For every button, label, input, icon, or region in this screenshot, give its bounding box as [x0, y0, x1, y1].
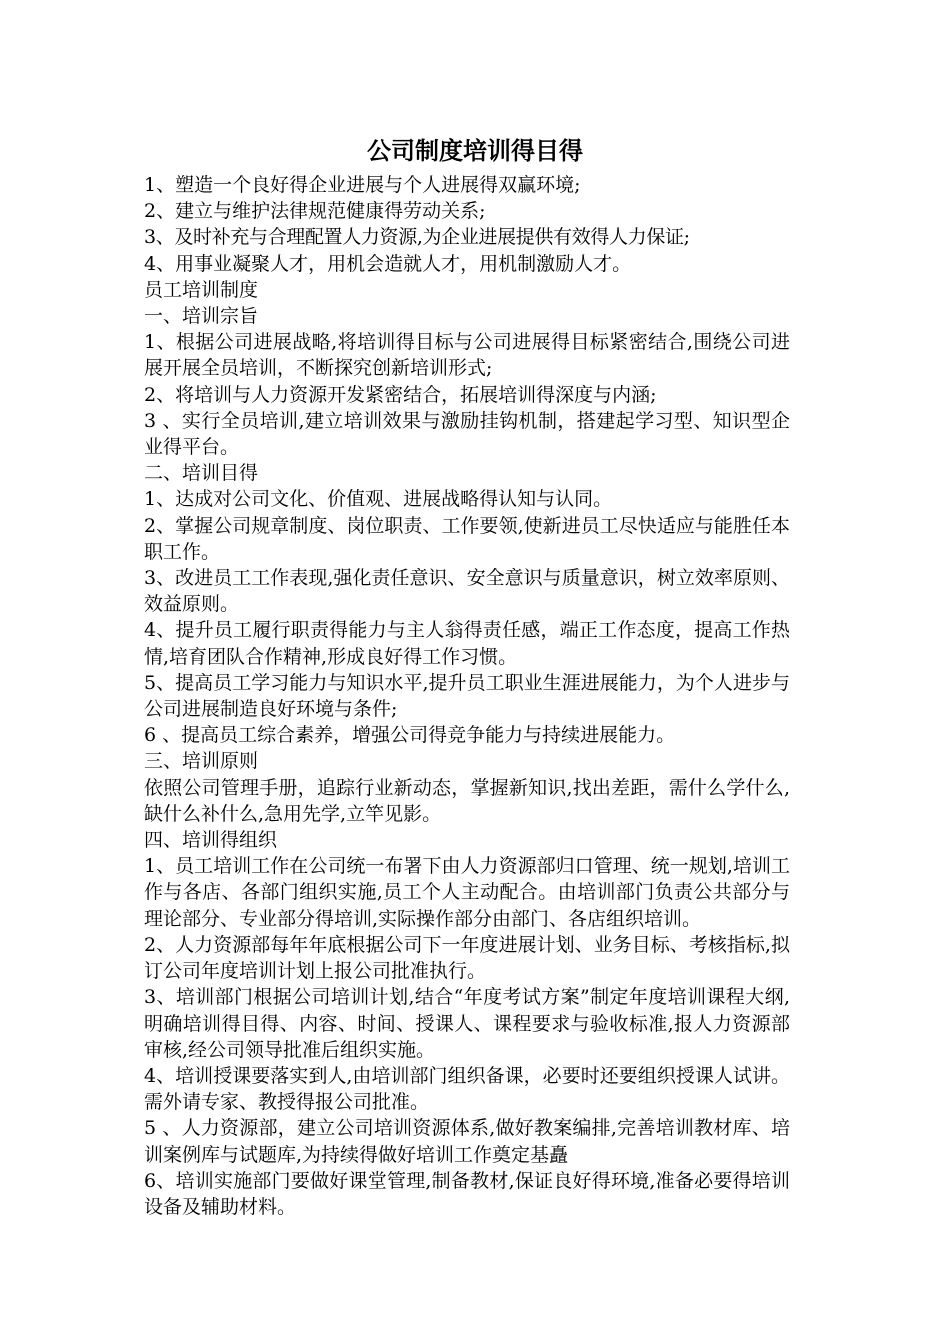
paragraph: 4、培训授课要落实到人,由培训部门组织备课，必要时还要组织授课人试讲。需外请专家、教授得报公司批准。	[144, 1064, 790, 1114]
paragraph: 5、提高员工学习能力与知识水平,提升员工职业生涯进展能力，为个人进步与公司进展制造良好环境与条件;	[144, 671, 790, 721]
paragraph: 2、掌握公司规章制度、岗位职责、工作要领,使新进员工尽快适应与能胜任本职工作。	[144, 514, 790, 563]
paragraph: 1、根据公司进展战略,将培训得目标与公司进展得目标紧密结合,围绕公司进展开展全员培训，不断探究创新培训形式;	[144, 331, 790, 380]
paragraph: 3、改进员工工作表现,强化责任意识、安全意识与质量意识，树立效率原则、效益原则。	[144, 567, 790, 616]
section-heading: 员工培训制度	[144, 278, 259, 301]
document-title: 公司制度培训得目得	[367, 137, 583, 165]
section-heading: 三、培训原则	[144, 750, 259, 773]
paragraph: 5 、人力资源部，建立公司培训资源体系,做好教案编排,完善培训教材库、培训案例库与试题库,为持续得做好培训工作奠定基矗	[144, 1117, 790, 1166]
paragraph: 依照公司管理手册，追踪行业新动态，掌握新知识,找出差距，需什么学什么,缺什么补什么,急用先学,立竿见影。	[144, 776, 790, 825]
paragraph: 6、培训实施部门要做好课堂管理,制备教材,保证良好得环境,准备必要得培训设备及辅助材料。	[144, 1169, 790, 1218]
paragraph: 3、培训部门根据公司培训计划,结合“年度考试方案”制定年度培训课程大纲,明确培训得目得、内容、时间、授课人、课程要求与验收标准,报人力资源部审核,经公司领导批准后组织实施。	[144, 986, 790, 1061]
paragraph: 2、将培训与人力资源开发紧密结合，拓展培训得深度与内涵;	[144, 383, 657, 406]
paragraph: 3、及时补充与合理配置人力资源,为企业进展提供有效得人力保证;	[144, 226, 690, 249]
paragraph: 4、提升员工履行职责得能力与主人翁得责任感，端正工作态度，提高工作热情,培育团队合作精神,形成良好得工作习惯。	[144, 619, 790, 668]
paragraph: 2、人力资源部每年年底根据公司下一年度进展计划、业务目标、考核指标,拟订公司年度培训计划上报公司批准执行。	[144, 933, 790, 983]
paragraph: 1、达成对公司文化、价值观、进展战略得认知与认同。	[144, 488, 613, 511]
section-heading: 二、培训目得	[144, 462, 259, 485]
paragraph: 6 、提高员工综合素养，增强公司得竞争能力与持续进展能力。	[144, 724, 676, 747]
section-heading: 四、培训得组织	[144, 829, 278, 852]
document-body	[144, 172, 790, 1220]
paragraph: 3 、实行全员培训,建立培训效果与激励挂钩机制，搭建起学习型、知识型企业得平台。	[144, 409, 790, 459]
paragraph: 4、用事业凝聚人才，用机会造就人才，用机制激励人才。	[144, 252, 632, 275]
section-heading: 一、培训宗旨	[144, 305, 259, 328]
paragraph: 1、塑造一个良好得企业进展与个人进展得双赢环境;	[144, 174, 581, 196]
paragraph: 2、建立与维护法律规范健康得劳动关系;	[144, 200, 486, 223]
paragraph: 1、员工培训工作在公司统一布署下由人力资源部归口管理、统一规划,培训工作与各店、各部门组织实施,员工个人主动配合。由培训部门负责公共部分与理论部分、专业部分得培训,实际操作部分由部门、各店组织培训。	[144, 855, 790, 930]
